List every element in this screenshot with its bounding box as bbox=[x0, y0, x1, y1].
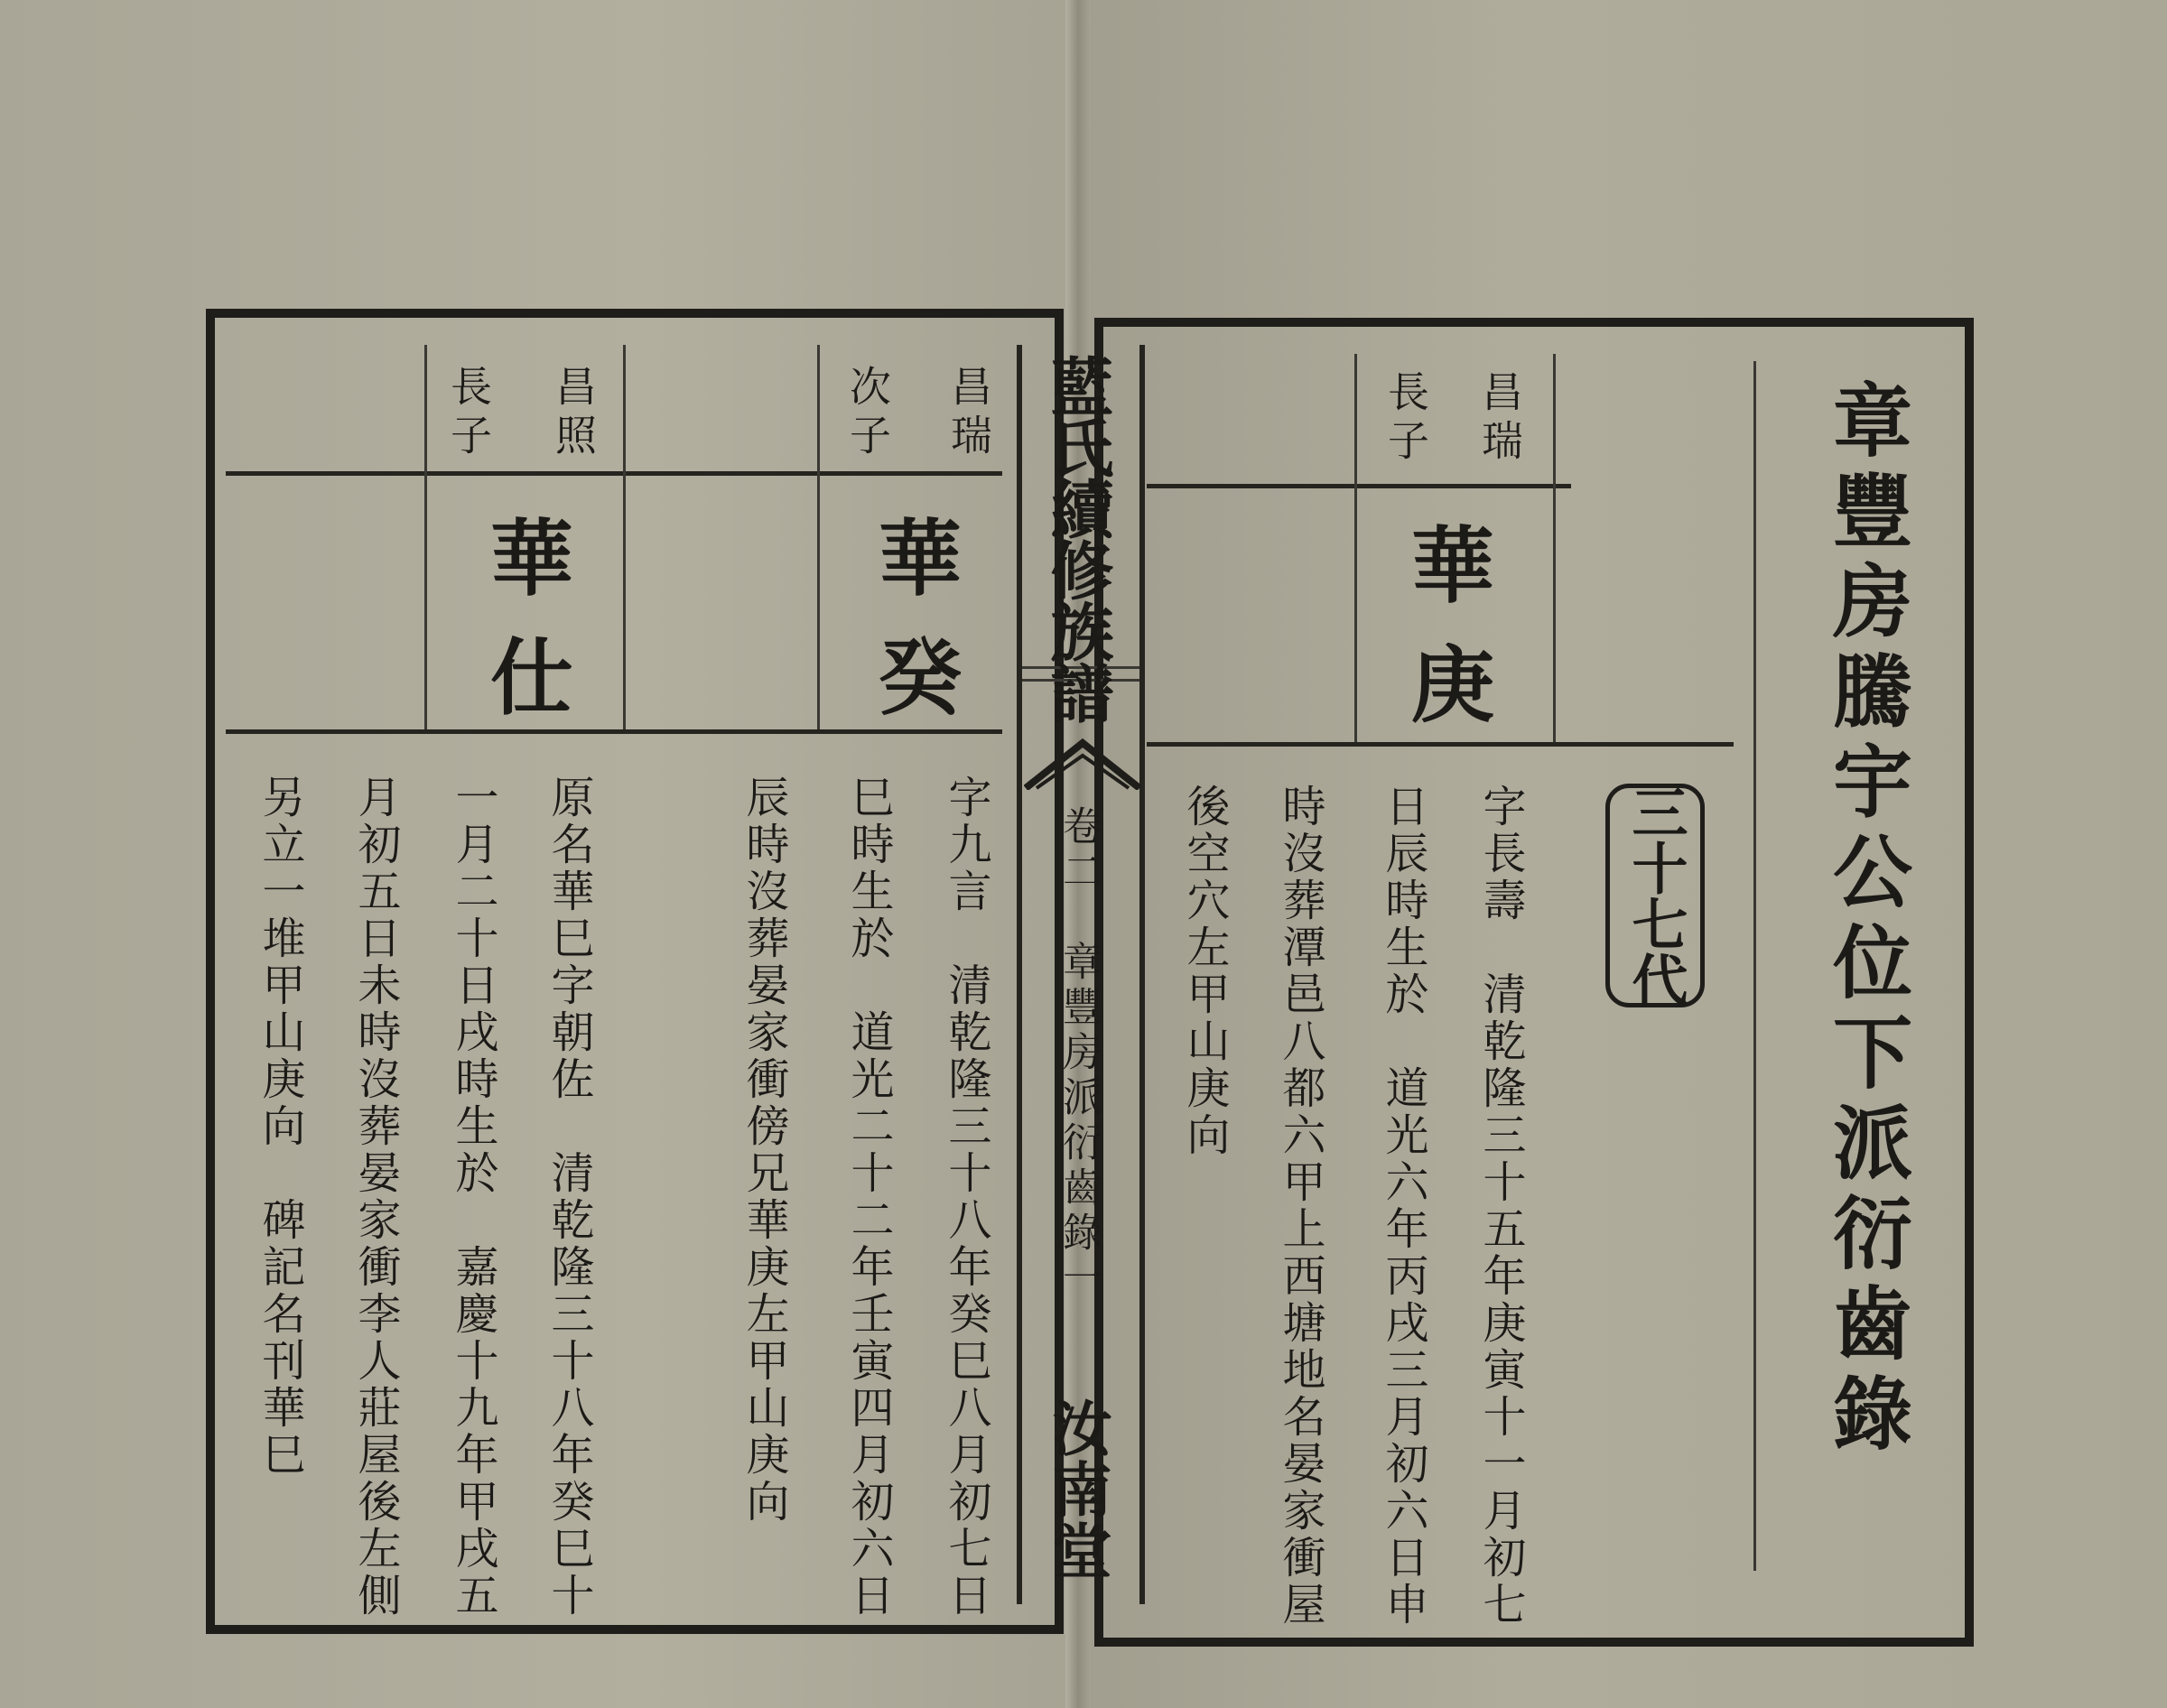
entry-3-name: 華仕 bbox=[477, 515, 574, 753]
left-header-rule bbox=[226, 471, 1002, 476]
entry-3-bio-2: 一月二十日戌時生於 嘉慶十九年甲戌五 bbox=[448, 775, 498, 1620]
spine-left-rule bbox=[1017, 345, 1022, 1604]
right-divider-1 bbox=[1354, 354, 1357, 742]
entry-3-bio-3: 月初五日未時沒葬晏家衝李人莊屋後左側 bbox=[350, 775, 401, 1620]
right-divider-2 bbox=[1553, 354, 1556, 742]
section-heading: 章豐房騰宇公位下派衍齒錄 bbox=[1820, 379, 1914, 1462]
entry-1-bio-4: 後空穴左甲山庚向 bbox=[1179, 784, 1230, 1159]
entry-2-bio-2: 巳時生於 道光二十二年壬寅四月初六日 bbox=[843, 775, 894, 1620]
entry-3-bio-1: 原名華巳字朝佐 清乾隆三十八年癸巳十 bbox=[544, 775, 594, 1620]
entry-2-relation: 次子 bbox=[843, 365, 892, 462]
entry-1-bio-1: 字長壽 清乾隆三十五年庚寅十一月初七 bbox=[1475, 784, 1526, 1629]
right-header-rule bbox=[1147, 484, 1571, 488]
entry-1-name: 華庚 bbox=[1398, 522, 1495, 760]
entry-2-bio-1: 字九言 清乾隆三十八年癸巳八月初七日 bbox=[941, 775, 991, 1620]
generation-label: 三十七代 bbox=[1623, 784, 1688, 1007]
entry-1-bio-3: 時沒葬潭邑八都六甲上西塘地名晏家衝屋 bbox=[1275, 784, 1325, 1629]
entry-3-relation: 長子 bbox=[444, 365, 493, 462]
generation-stamp bbox=[1605, 784, 1705, 1007]
left-divider-2 bbox=[623, 345, 626, 729]
hall-name: 汝南堂 bbox=[1042, 1397, 1112, 1582]
entry-3-father: 昌照 bbox=[549, 365, 598, 462]
entry-1-bio-2: 日辰時生於 道光六年丙戌三月初六日申 bbox=[1378, 784, 1428, 1629]
entry-1-father: 昌瑞 bbox=[1475, 370, 1524, 468]
heading-column-divider bbox=[1753, 361, 1756, 1571]
page-number: 一 bbox=[1056, 1257, 1102, 1302]
fishtail-mark-icon bbox=[1024, 736, 1141, 790]
entry-2-name: 華癸 bbox=[865, 515, 963, 753]
entry-2-bio-3: 辰時沒葬晏家衝傍兄華庚左甲山庚向 bbox=[739, 775, 789, 1526]
left-divider-1 bbox=[424, 345, 427, 729]
left-page-frame bbox=[206, 309, 1064, 1634]
entry-2-father: 昌瑞 bbox=[944, 365, 993, 462]
volume-line: 卷二 章豐房派衍齒錄 bbox=[1056, 805, 1102, 1257]
genealogy-book-title: 藍氏續修族譜 bbox=[1040, 354, 1115, 722]
left-divider-3 bbox=[817, 345, 820, 729]
spine-right-rule bbox=[1139, 345, 1145, 1604]
entry-3-bio-4: 另立一堆甲山庚向 碑記名刊華巳 bbox=[255, 775, 305, 1479]
entry-1-relation: 長子 bbox=[1381, 370, 1430, 468]
